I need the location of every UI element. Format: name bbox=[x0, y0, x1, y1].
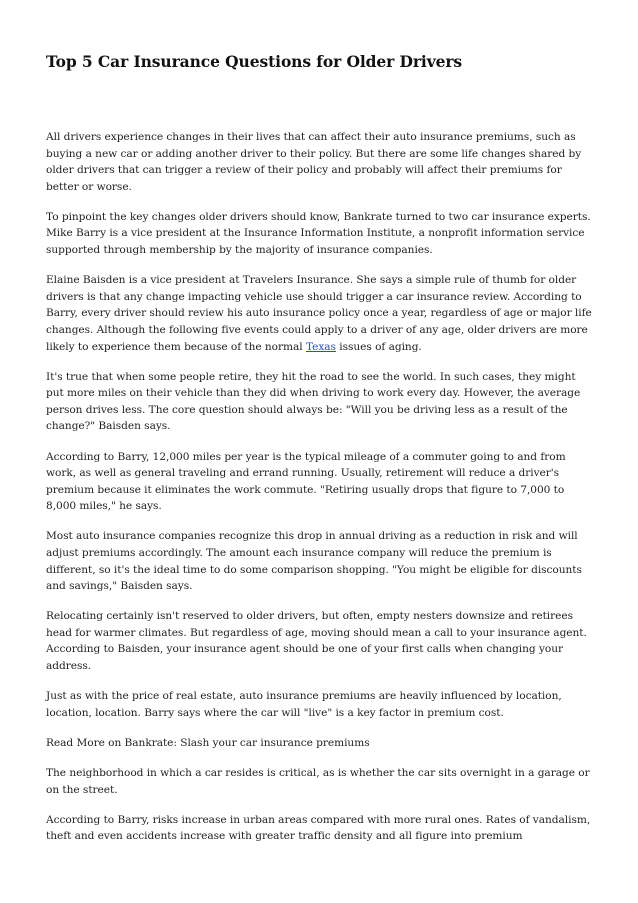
paragraph-11: According to Barry, risks increase in urban areas compared with more rural ones. Rates of vandalism, theft and even accidents increase with greater traffic density and all figure into premium bbox=[46, 813, 591, 843]
texas-link[interactable]: Texas bbox=[305, 340, 336, 353]
paragraph-8: Just as with the price of real estate, auto insurance premiums are heavily influenced by location, location, location. Barry says where the car will "live" is a key factor in premium cost. bbox=[46, 690, 562, 719]
paragraph-3-text-before: Elaine Baisden is a vice president at Travelers Insurance. She says a simple rule of thumb for older drivers is that any change impacting vehicle use should trigger a car insurance review. According to Barry, every driver should review his auto insurance policy once a year, regardless of age or major life changes. Although the following five events could apply to a driver of any age, older drivers are more likely to experience them because of the normal bbox=[46, 274, 592, 353]
paragraph-9: Read More on Bankrate: Slash your car insurance premiums bbox=[46, 736, 370, 749]
paragraph-4: It's true that when some people retire, they hit the road to see the world. In such cases, they might put more miles on their vehicle than they did when driving to work every day. However, the average person drives less. The core question should always be: "Will you be driving less as a result of the change?" Baisden says. bbox=[46, 370, 581, 433]
paragraph-1: All drivers experience changes in their lives that can affect their auto insurance premiums, such as buying a new car or adding another driver to their policy. But there are some life changes shared by older drivers that can trigger a review of their policy and probably will affect their premiums for better or worse. bbox=[46, 131, 582, 193]
paragraph-10: The neighborhood in which a car resides is critical, as is whether the car sits overnight in a garage or on the street. bbox=[46, 766, 590, 796]
paragraph-3 bbox=[46, 272, 594, 355]
paragraph-5: According to Barry, 12,000 miles per year is the typical mileage of a commuter going to and from work, as well as general traveling and errand running. Usually, retirement will reduce a driver's premium because it eliminates the work commute. "Retiring usually drops that figure to 7,000 to 8,000 miles," he says. bbox=[46, 450, 566, 513]
document-title: Top 5 Car Insurance Questions for Older Drivers bbox=[46, 52, 463, 71]
paragraph-2: To pinpoint the key changes older drivers should know, Bankrate turned to two car insurance experts. Mike Barry is a vice president at the Insurance Information Institute, a nonprofit information service supported through membership by the majority of insurance companies. bbox=[46, 210, 591, 257]
paragraph-6: Most auto insurance companies recognize this drop in annual driving as a reduction in risk and will adjust premiums accordingly. The amount each insurance company will reduce the premium is different, so it's the ideal time to do some comparison shopping. "You might be eligible for discounts and savings," Baisden says. bbox=[46, 530, 582, 593]
document-body bbox=[46, 129, 594, 845]
paragraph-3-text-after: issues of aging. bbox=[335, 340, 422, 353]
paragraph-7: Relocating certainly isn't reserved to older drivers, but often, empty nesters downsize and retirees head for warmer climates. But regardless of age, moving should mean a call to your insurance agent. According to Baisden, your insurance agent should be one of your first calls when changing your address. bbox=[46, 610, 587, 673]
